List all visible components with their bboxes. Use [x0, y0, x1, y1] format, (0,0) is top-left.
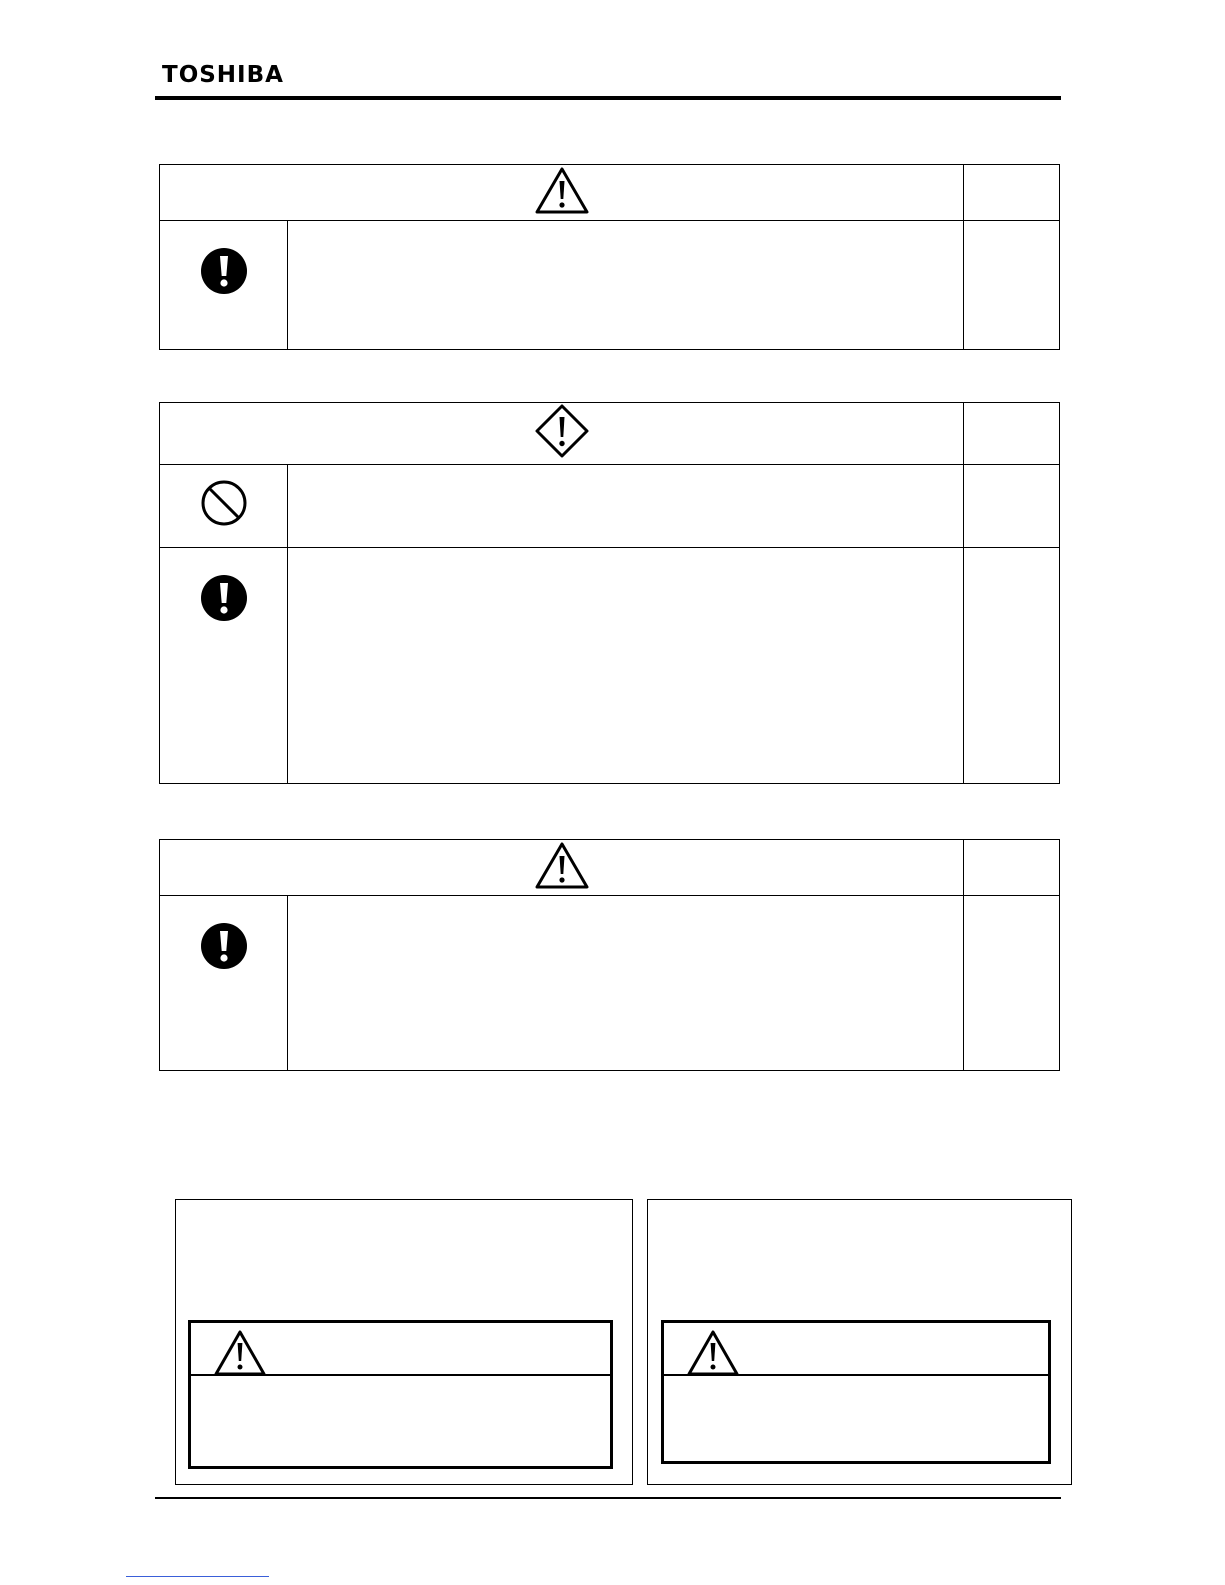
safety-table-2 — [159, 402, 1060, 784]
table-3-icon-cell — [160, 896, 288, 1071]
label-divider — [664, 1374, 1048, 1376]
table-2-prohibited-text-cell — [288, 465, 964, 548]
table-3-header — [160, 840, 964, 896]
table-2-prohibited-icon-cell — [160, 465, 288, 548]
table-3-page-cell — [964, 896, 1060, 1071]
prohibited-icon — [199, 478, 249, 528]
warning-label-right — [661, 1320, 1051, 1464]
label-divider — [191, 1374, 610, 1376]
caution-triangle-icon — [534, 840, 590, 890]
label-box-left — [175, 1199, 633, 1485]
table-1-text-cell — [288, 221, 964, 350]
table-2-header — [160, 403, 964, 465]
mandatory-action-icon — [199, 573, 249, 623]
table-2-mandatory-page-cell — [964, 548, 1060, 784]
table-1-page-cell — [964, 221, 1060, 350]
mandatory-action-icon — [199, 921, 249, 971]
footer-rule — [155, 1497, 1061, 1499]
footer-link-underline[interactable] — [126, 1576, 269, 1577]
mandatory-action-icon — [199, 246, 249, 296]
table-1-icon-cell — [160, 221, 288, 350]
label-box-right — [647, 1199, 1072, 1485]
warning-triangle-icon — [686, 1329, 740, 1377]
table-2-header-page-cell — [964, 403, 1060, 465]
toshiba-logo: TOSHIBA — [162, 62, 284, 88]
warning-diamond-icon — [534, 403, 590, 459]
table-1-header-page-cell — [964, 165, 1060, 221]
table-2-mandatory-text-cell — [288, 548, 964, 784]
table-3-text-cell — [288, 896, 964, 1071]
warning-triangle-icon — [213, 1329, 267, 1377]
table-3-header-page-cell — [964, 840, 1060, 896]
table-2-mandatory-icon-cell — [160, 548, 288, 784]
table-2-prohibited-page-cell — [964, 465, 1060, 548]
safety-table-1 — [159, 164, 1060, 350]
table-1-header — [160, 165, 964, 221]
warning-label-left — [188, 1320, 613, 1469]
header-rule — [155, 96, 1061, 100]
warning-triangle-icon — [534, 165, 590, 215]
safety-table-3 — [159, 839, 1060, 1071]
